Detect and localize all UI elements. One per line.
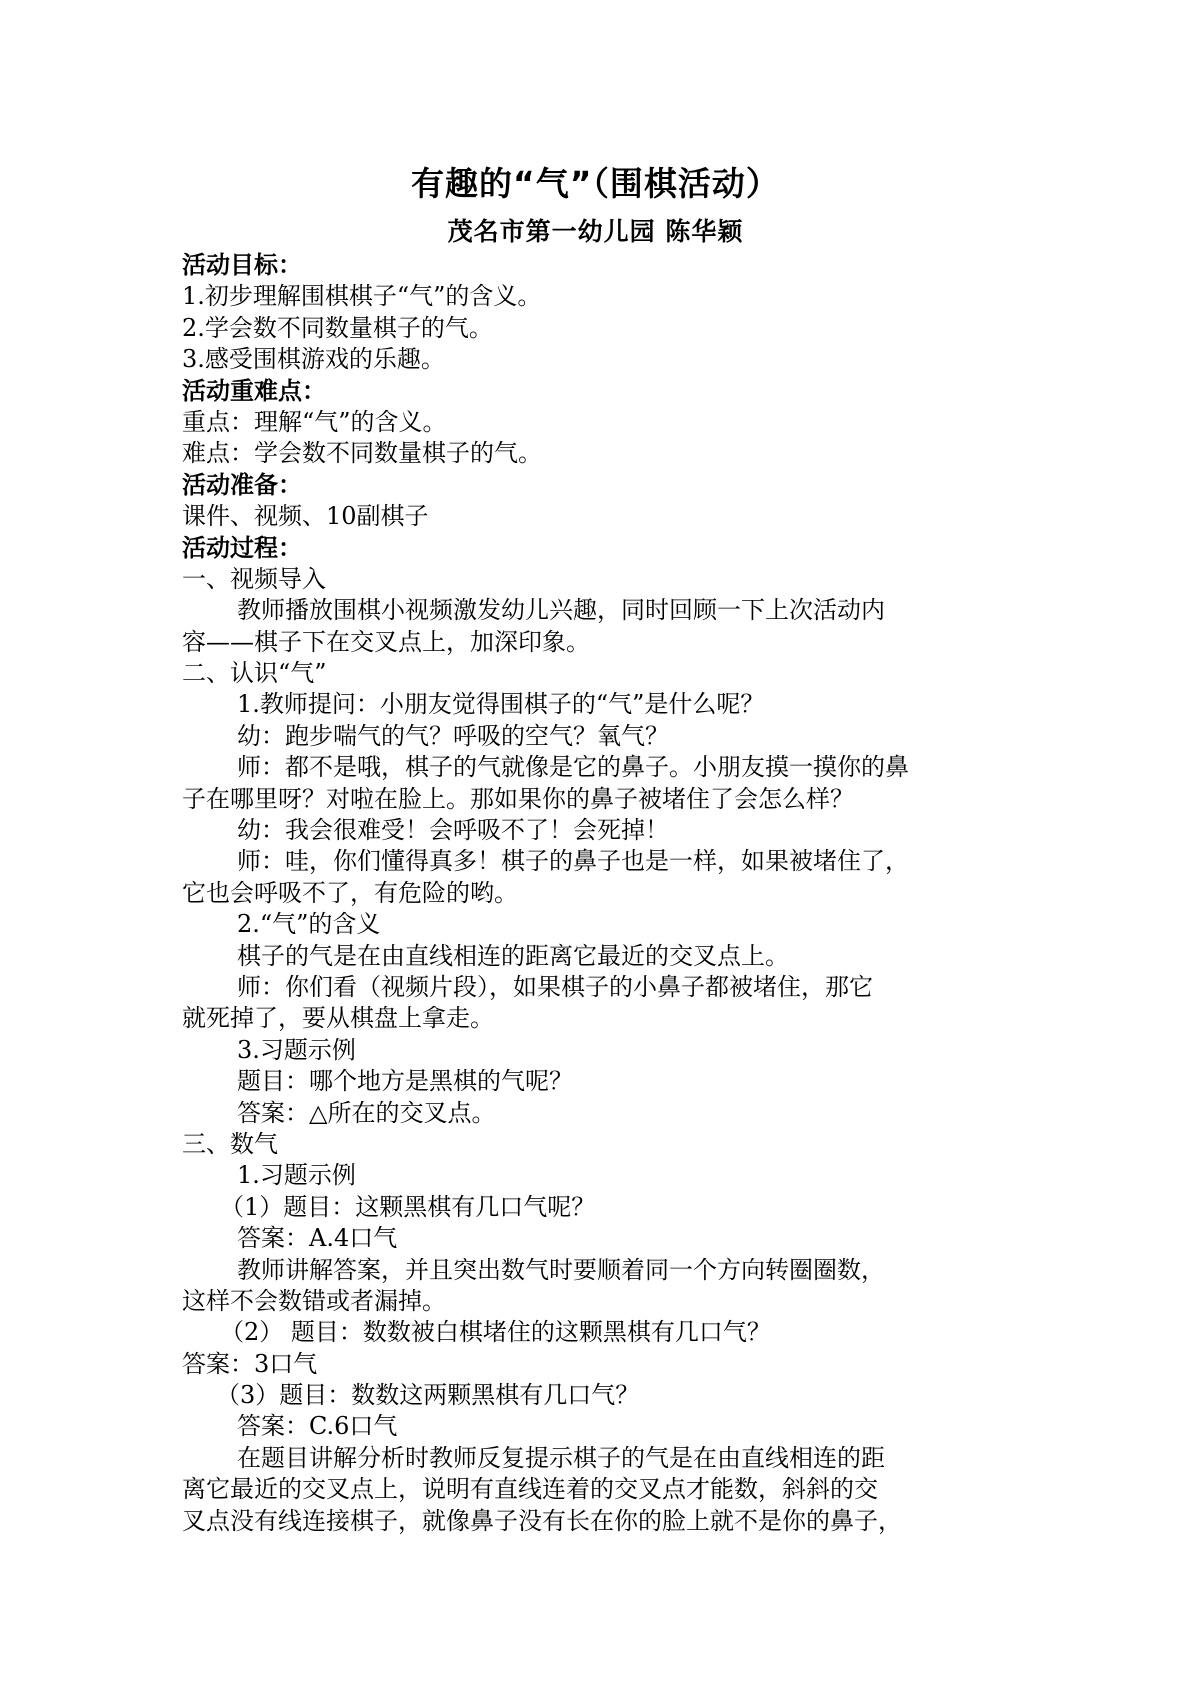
text-line: 就死掉了，要从棋盘上拿走。 bbox=[182, 1004, 494, 1033]
text-line: 它也会呼吸不了，有危险的哟。 bbox=[182, 878, 518, 907]
text-line: 教师讲解答案，并且突出数气时要顺着同一个方向转圈圈数， bbox=[237, 1255, 885, 1284]
text-line: 2.“气”的含义 bbox=[237, 910, 381, 939]
text-line: 在题目讲解分析时教师反复提示棋子的气是在由直线相连的距 bbox=[237, 1443, 885, 1472]
text-line: 这样不会数错或者漏掉。 bbox=[182, 1286, 446, 1315]
text-line: 教师播放围棋小视频激发幼儿兴趣，同时回顾一下上次活动内 bbox=[237, 596, 885, 625]
text-line: 离它最近的交叉点上，说明有直线连着的交叉点才能数，斜斜的交 bbox=[182, 1475, 878, 1504]
text-line: 师：你们看（视频片段），如果棋子的小鼻子都被堵住，那它 bbox=[237, 972, 873, 1001]
section-heading: 活动目标： bbox=[182, 251, 302, 279]
text-line: 3.感受围棋游戏的乐趣。 bbox=[182, 345, 445, 374]
text-line: 二、认识“气” bbox=[182, 659, 327, 688]
text-line: 棋子的气是在由直线相连的距离它最近的交叉点上。 bbox=[237, 941, 789, 970]
text-line: 重点：理解“气”的含义。 bbox=[182, 407, 447, 436]
text-line: 1.习题示例 bbox=[237, 1161, 356, 1190]
text-line: 课件、视频、10副棋子 bbox=[182, 502, 429, 531]
text-line: 题目：哪个地方是黑棋的气呢？ bbox=[237, 1067, 573, 1096]
section-heading: 活动重难点： bbox=[182, 376, 326, 405]
text-line: 一、视频导入 bbox=[182, 564, 326, 593]
text-line: 三、数气 bbox=[182, 1129, 278, 1158]
text-line: 答案：△所在的交叉点。 bbox=[237, 1098, 496, 1127]
text-line: （2） 题目：数数被白棋堵住的这颗黑棋有几口气？ bbox=[220, 1318, 771, 1347]
document-title: 有趣的“气”（围棋活动） bbox=[411, 164, 780, 203]
text-line: 难点：学会数不同数量棋子的气。 bbox=[182, 439, 542, 468]
text-line: 叉点没有线连接棋子，就像鼻子没有长在你的脸上就不是你的鼻子， bbox=[182, 1506, 902, 1535]
text-line: 师：哇，你们懂得真多！棋子的鼻子也是一样，如果被堵住了， bbox=[237, 847, 909, 876]
text-line: 幼：我会很难受！会呼吸不了！会死掉！ bbox=[237, 816, 669, 845]
section-heading: 活动过程： bbox=[182, 533, 302, 562]
section-heading: 活动准备： bbox=[182, 470, 302, 499]
text-line: 幼：跑步喘气的气？呼吸的空气？氧气？ bbox=[237, 721, 669, 750]
text-line: 容——棋子下在交叉点上，加深印象。 bbox=[182, 627, 590, 656]
text-line: 1.初步理解围棋棋子“气”的含义。 bbox=[182, 282, 542, 311]
text-line: （1）题目：这颗黑棋有几口气呢？ bbox=[220, 1192, 596, 1221]
text-line: 2.学会数不同数量棋子的气。 bbox=[182, 313, 493, 342]
text-line: 3.习题示例 bbox=[237, 1035, 356, 1064]
text-line: 答案：C.6口气 bbox=[237, 1412, 398, 1441]
text-line: 子在哪里呀？对啦在脸上。那如果你的鼻子被堵住了会怎么样？ bbox=[182, 784, 854, 813]
text-line: 师：都不是哦，棋子的气就像是它的鼻子。小朋友摸一摸你的鼻 bbox=[237, 753, 909, 782]
document-body bbox=[182, 250, 1022, 1537]
document-author: 茂名市第一幼儿园 陈华颖 bbox=[447, 217, 744, 246]
text-line: 1.教师提问：小朋友觉得围棋子的“气”是什么呢？ bbox=[237, 690, 765, 719]
text-line: 答案：A.4口气 bbox=[237, 1224, 398, 1253]
text-line: （3）题目：数数这两颗黑棋有几口气？ bbox=[216, 1381, 640, 1410]
text-line: 答案：3口气 bbox=[182, 1349, 318, 1378]
